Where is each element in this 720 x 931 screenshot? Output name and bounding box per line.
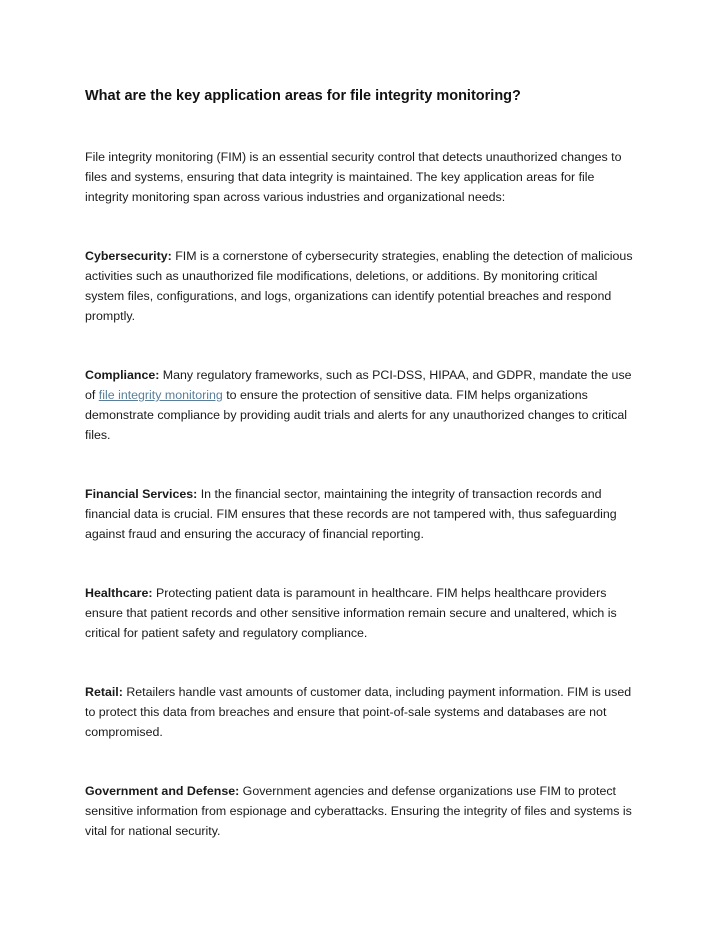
section-body-retail: Retailers handle vast amounts of customer data, including payment information. FIM is used to protect this data from breaches and ensure that point-of-sale systems and databases are not compromised. [85,685,632,739]
section-heading-healthcare: Healthcare: [85,586,153,600]
section-heading-government-defense: Government and Defense: [85,784,240,798]
page-title: What are the key application areas for file integrity monitoring? [85,88,521,104]
section-government-defense [85,781,637,841]
section-heading-cybersecurity: Cybersecurity: [85,249,172,263]
section-financial-services [85,484,637,544]
section-compliance [85,365,637,445]
section-heading-compliance: Compliance: [85,368,160,382]
section-body-healthcare: Protecting patient data is paramount in healthcare. FIM helps healthcare providers ensure that patient records and other sensitive information remain secure and unaltered, which is critical for patient safety and regulatory compliance. [85,586,617,640]
section-cybersecurity [85,246,637,326]
section-body-government-defense: Government agencies and defense organizations use FIM to protect sensitive information from espionage and cyberattacks. Ensuring the integrity of files and systems is vital for national security. [85,784,632,838]
fim-link[interactable]: file integrity monitoring [98,388,223,402]
section-body-compliance-part2: to ensure the protection of sensitive data. FIM helps organizations demonstrate compliance by providing audit trials and alerts for any unauthorized changes to critical files. [85,388,628,442]
section-retail [85,682,637,742]
section-body-compliance-part1: Many regulatory frameworks, such as PCI-DSS, HIPAA, and GDPR, mandate the use of [85,368,632,402]
section-healthcare [85,583,637,643]
section-heading-financial-services: Financial Services: [85,487,198,501]
section-body-financial-services: In the financial sector, maintaining the integrity of transaction records and financial data is crucial. FIM ensures that these records are not tampered with, thus safeguarding against fraud and ensuring the accuracy of financial reporting. [85,487,617,541]
section-body-cybersecurity: FIM is a cornerstone of cybersecurity strategies, enabling the detection of malicious activities such as unauthorized file modifications, deletions, or additions. By monitoring critical system files, configurations, and logs, organizations can identify potential breaches and respond promptly. [85,249,633,323]
intro-paragraph: File integrity monitoring (FIM) is an essential security control that detects unauthorized changes to files and systems, ensuring that data integrity is maintained. The key application areas for file integrity monitoring span across various industries and organizational needs: [85,150,622,204]
section-heading-retail: Retail: [85,685,123,699]
